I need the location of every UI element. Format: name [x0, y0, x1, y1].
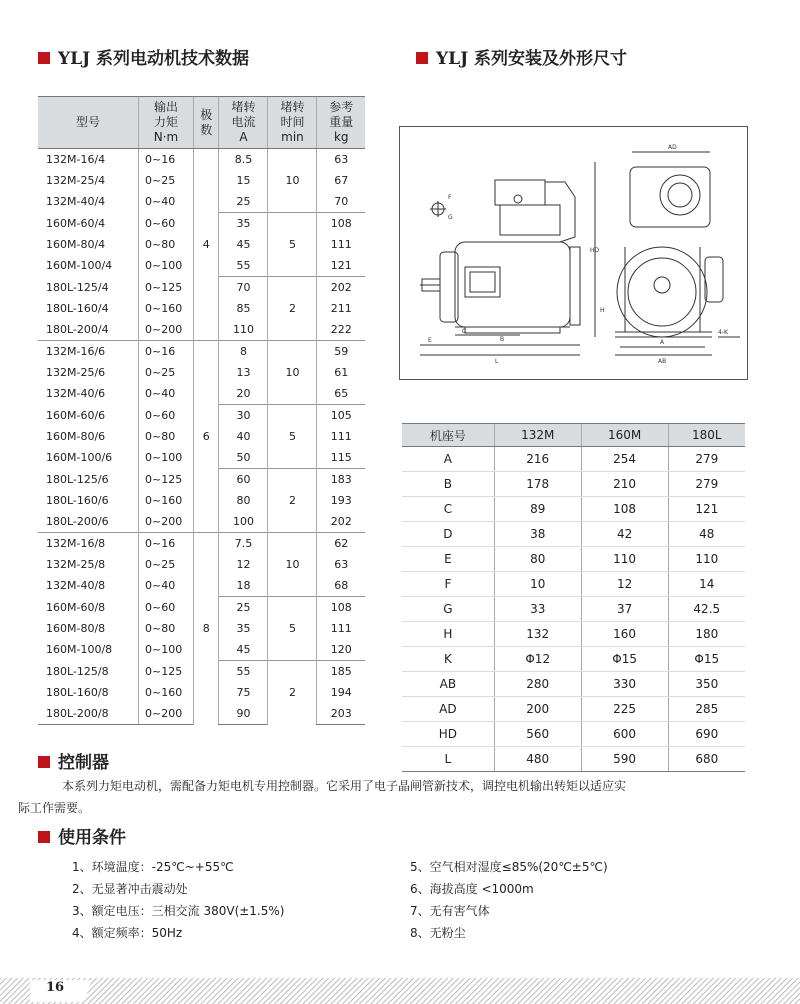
- dim-header-cell: 180L: [668, 424, 745, 447]
- weight-cell: 63: [317, 554, 365, 575]
- dim-cell: B: [402, 472, 494, 497]
- table-row: [402, 447, 745, 472]
- current-cell: 35: [219, 618, 268, 639]
- dim-cell: G: [402, 597, 494, 622]
- red-square-icon: [38, 831, 50, 843]
- weight-cell: 185: [317, 661, 365, 683]
- weight-cell: 194: [317, 682, 365, 703]
- current-cell: 45: [219, 639, 268, 661]
- weight-cell: 62: [317, 533, 365, 555]
- model-cell: 180L-200/6: [46, 515, 109, 528]
- label-g: G: [448, 214, 453, 221]
- dimension-table: [402, 423, 745, 772]
- condition-item-7: 7、无有害气体: [410, 904, 490, 918]
- weight-cell: 211: [317, 298, 365, 319]
- label-c: C: [462, 328, 467, 335]
- condition-item-6: 6、海拔高度 <1000m: [410, 882, 534, 896]
- model-cell: 132M-40/8: [46, 579, 106, 593]
- model-cell: 160M-60/8: [46, 600, 106, 614]
- label-e: E: [428, 337, 432, 344]
- torque-cell: 0~200: [139, 319, 194, 341]
- dim-cell: 108: [581, 497, 668, 522]
- dim-cell: C: [402, 497, 494, 522]
- torque-cell: 0~200: [139, 703, 194, 725]
- dim-cell: 680: [668, 747, 745, 772]
- weight-cell: 111: [317, 234, 365, 255]
- dim-cell: 279: [668, 447, 745, 472]
- dim-cell: 110: [668, 547, 745, 572]
- dim-cell: 12: [581, 572, 668, 597]
- dim-cell: 10: [494, 572, 581, 597]
- table-row: [402, 472, 745, 497]
- model-cell: 132M-40/6: [46, 387, 106, 401]
- label-b: B: [500, 336, 505, 343]
- table-row: [38, 533, 365, 555]
- model-cell: 180L-125/4: [46, 280, 109, 294]
- model-cell: 160M-80/4: [46, 238, 106, 251]
- dim-cell: L: [402, 747, 494, 772]
- dim-cell: 132: [494, 622, 581, 647]
- poles-cell: 4: [194, 149, 219, 341]
- spec-header-cell: 极 数: [194, 97, 219, 149]
- current-cell: 8: [219, 341, 268, 363]
- current-cell: 40: [219, 426, 268, 447]
- table-row: [402, 647, 745, 672]
- current-cell: 15: [219, 170, 268, 191]
- current-cell: 70: [219, 277, 268, 299]
- weight-cell: 202: [317, 511, 365, 533]
- torque-cell: 0~25: [139, 362, 194, 383]
- time-cell: 5: [268, 213, 317, 277]
- dim-cell: 48: [668, 522, 745, 547]
- dim-cell: 89: [494, 497, 581, 522]
- dim-cell: 216: [494, 447, 581, 472]
- dim-cell: 560: [494, 722, 581, 747]
- model-cell: 160M-100/6: [46, 451, 113, 465]
- dim-cell: F: [402, 572, 494, 597]
- table-row: [402, 497, 745, 522]
- model-cell: 180L-125/8: [46, 664, 109, 678]
- dim-cell: Φ15: [581, 647, 668, 672]
- conditions-title: 使用条件: [38, 823, 126, 848]
- current-cell: 8.5: [219, 149, 268, 171]
- model-cell: 180L-160/6: [46, 494, 109, 507]
- current-cell: 25: [219, 597, 268, 619]
- current-cell: 18: [219, 575, 268, 597]
- weight-cell: 63: [317, 149, 365, 171]
- time-cell: 10: [268, 533, 317, 597]
- dim-cell: 285: [668, 697, 745, 722]
- dim-header-cell: 160M: [581, 424, 668, 447]
- dim-cell: 690: [668, 722, 745, 747]
- torque-cell: 0~80: [139, 234, 194, 255]
- footer-stripe: [0, 978, 800, 1004]
- weight-cell: 108: [317, 213, 365, 235]
- torque-cell: 0~16: [139, 533, 194, 555]
- weight-cell: 183: [317, 469, 365, 491]
- dim-cell: Φ12: [494, 647, 581, 672]
- weight-cell: 120: [317, 639, 365, 661]
- torque-cell: 0~40: [139, 383, 194, 405]
- dim-cell: 178: [494, 472, 581, 497]
- model-cell: 180L-160/4: [46, 302, 109, 315]
- dim-cell: 330: [581, 672, 668, 697]
- dim-cell: E: [402, 547, 494, 572]
- spec-header-cell: 堵转 电流 A: [219, 97, 268, 149]
- current-cell: 12: [219, 554, 268, 575]
- label-k: 4-K: [718, 329, 728, 336]
- model-cell: 160M-60/4: [46, 216, 106, 230]
- torque-cell: 0~100: [139, 255, 194, 277]
- dim-cell: 350: [668, 672, 745, 697]
- dim-cell: D: [402, 522, 494, 547]
- table-row: [402, 622, 745, 647]
- dim-cell: 160: [581, 622, 668, 647]
- dim-cell: 33: [494, 597, 581, 622]
- current-cell: 7.5: [219, 533, 268, 555]
- time-cell: 2: [268, 277, 317, 341]
- torque-cell: 0~80: [139, 426, 194, 447]
- model-cell: 160M-60/6: [46, 408, 106, 422]
- model-cell: 180L-160/8: [46, 686, 109, 699]
- dim-cell: 480: [494, 747, 581, 772]
- torque-cell: 0~100: [139, 447, 194, 469]
- model-cell: 132M-25/6: [46, 366, 106, 379]
- dim-header-cell: 机座号: [402, 424, 494, 447]
- current-cell: 85: [219, 298, 268, 319]
- torque-cell: 0~125: [139, 661, 194, 683]
- poles-cell: 8: [194, 533, 219, 725]
- model-cell: 160M-80/6: [46, 430, 106, 443]
- controller-title: 控制器: [38, 748, 109, 773]
- weight-cell: 70: [317, 191, 365, 213]
- torque-cell: 0~160: [139, 682, 194, 703]
- motor-outline-drawing: [400, 127, 747, 379]
- current-cell: 30: [219, 405, 268, 427]
- time-cell: 10: [268, 341, 317, 405]
- torque-cell: 0~25: [139, 170, 194, 191]
- dim-cell: 42: [581, 522, 668, 547]
- table-row: [402, 722, 745, 747]
- torque-cell: 0~16: [139, 341, 194, 363]
- model-cell: 132M-16/8: [38, 533, 139, 555]
- torque-cell: 0~200: [139, 511, 194, 533]
- time-cell: 5: [268, 405, 317, 469]
- label-l: L: [495, 358, 499, 365]
- weight-cell: 68: [317, 575, 365, 597]
- dim-cell: 121: [668, 497, 745, 522]
- spec-header-cell: 输出 力矩 N·m: [139, 97, 194, 149]
- current-cell: 35: [219, 213, 268, 235]
- dim-header-row: [402, 424, 745, 447]
- spec-header-cell: 参考 重量 kg: [317, 97, 365, 149]
- spec-table: [38, 96, 365, 725]
- condition-item-2: 2、无显著冲击震动处: [72, 882, 188, 896]
- label-a: A: [660, 339, 665, 346]
- model-cell: 132M-16/4: [38, 149, 139, 171]
- weight-cell: 203: [317, 703, 365, 725]
- dim-cell: AD: [402, 697, 494, 722]
- installation-drawing: [399, 126, 748, 380]
- current-cell: 100: [219, 511, 268, 533]
- weight-cell: 193: [317, 490, 365, 511]
- controller-description: 本系列力矩电动机，需配备力矩电机专用控制器。它采用了电子晶闸管新技术，调控电机输出转矩以适应实 际工作需要。: [18, 779, 627, 815]
- model-cell: 132M-25/4: [46, 174, 106, 187]
- torque-cell: 0~40: [139, 191, 194, 213]
- label-ab: AB: [658, 358, 667, 365]
- time-cell: 2: [268, 661, 317, 725]
- dim-cell: 180: [668, 622, 745, 647]
- current-cell: 20: [219, 383, 268, 405]
- torque-cell: 0~100: [139, 639, 194, 661]
- current-cell: 60: [219, 469, 268, 491]
- time-cell: 10: [268, 149, 317, 213]
- torque-cell: 0~40: [139, 575, 194, 597]
- label-ad: AD: [668, 144, 677, 151]
- model-cell: 132M-16/6: [38, 341, 139, 363]
- table-row: [402, 672, 745, 697]
- dim-header-cell: 132M: [494, 424, 581, 447]
- time-cell: 5: [268, 597, 317, 661]
- weight-cell: 115: [317, 447, 365, 469]
- weight-cell: 59: [317, 341, 365, 363]
- current-cell: 75: [219, 682, 268, 703]
- torque-cell: 0~60: [139, 405, 194, 427]
- model-cell: 180L-200/8: [38, 703, 139, 725]
- table-row: [402, 547, 745, 572]
- label-f: F: [448, 194, 452, 201]
- poles-cell: 6: [194, 341, 219, 533]
- table-row: [402, 747, 745, 772]
- weight-cell: 61: [317, 362, 365, 383]
- weight-cell: 202: [317, 277, 365, 299]
- weight-cell: 121: [317, 255, 365, 277]
- dim-cell: 42.5: [668, 597, 745, 622]
- dim-cell: AB: [402, 672, 494, 697]
- dim-cell: 280: [494, 672, 581, 697]
- torque-cell: 0~125: [139, 277, 194, 299]
- condition-item-5: 5、空气相对湿度≤85%(20℃±5℃): [410, 860, 608, 874]
- torque-cell: 0~60: [139, 213, 194, 235]
- weight-cell: 67: [317, 170, 365, 191]
- spec-header-cell: 型号: [38, 97, 139, 149]
- dim-cell: 14: [668, 572, 745, 597]
- dim-cell: 279: [668, 472, 745, 497]
- dim-cell: 590: [581, 747, 668, 772]
- label-hd: HD: [590, 247, 600, 254]
- current-cell: 90: [219, 703, 268, 725]
- current-cell: 25: [219, 191, 268, 213]
- weight-cell: 105: [317, 405, 365, 427]
- page-number: 16: [46, 980, 65, 995]
- current-cell: 45: [219, 234, 268, 255]
- weight-cell: 108: [317, 597, 365, 619]
- torque-cell: 0~80: [139, 618, 194, 639]
- dim-cell: HD: [402, 722, 494, 747]
- model-cell: 160M-100/4: [46, 259, 113, 273]
- condition-item-8: 8、无粉尘: [410, 926, 466, 940]
- model-cell: 132M-25/8: [46, 558, 106, 571]
- model-cell: 160M-80/8: [46, 622, 106, 635]
- torque-cell: 0~160: [139, 298, 194, 319]
- dim-cell: 37: [581, 597, 668, 622]
- dim-cell: A: [402, 447, 494, 472]
- tech-data-title: YLJ 系列电动机技术数据: [38, 44, 249, 69]
- table-row: [402, 522, 745, 547]
- dim-cell: 254: [581, 447, 668, 472]
- current-cell: 110: [219, 319, 268, 341]
- current-cell: 13: [219, 362, 268, 383]
- model-cell: 180L-125/6: [46, 472, 109, 486]
- table-row: [402, 697, 745, 722]
- red-square-icon: [416, 52, 428, 64]
- condition-item-1: 1、环境温度：-25℃~+55℃: [72, 860, 234, 874]
- torque-cell: 0~60: [139, 597, 194, 619]
- weight-cell: 111: [317, 426, 365, 447]
- condition-item-3: 3、额定电压：三相交流 380V(±1.5%): [72, 904, 285, 918]
- torque-cell: 0~160: [139, 490, 194, 511]
- dim-cell: 110: [581, 547, 668, 572]
- table-row: [38, 341, 365, 363]
- current-cell: 55: [219, 661, 268, 683]
- install-title: YLJ 系列安装及外形尺寸: [416, 44, 627, 69]
- condition-item-4: 4、额定频率：50Hz: [72, 926, 183, 940]
- model-cell: 132M-40/4: [46, 195, 106, 209]
- current-cell: 55: [219, 255, 268, 277]
- red-square-icon: [38, 52, 50, 64]
- table-row: [402, 597, 745, 622]
- model-cell: 160M-100/8: [46, 643, 113, 657]
- dim-cell: 38: [494, 522, 581, 547]
- spec-header-row: [38, 97, 365, 149]
- red-square-icon: [38, 756, 50, 768]
- dim-cell: 225: [581, 697, 668, 722]
- dim-cell: 80: [494, 547, 581, 572]
- dim-cell: 210: [581, 472, 668, 497]
- current-cell: 80: [219, 490, 268, 511]
- current-cell: 50: [219, 447, 268, 469]
- weight-cell: 222: [317, 319, 365, 341]
- time-cell: 2: [268, 469, 317, 533]
- dim-cell: K: [402, 647, 494, 672]
- dim-cell: 600: [581, 722, 668, 747]
- dim-cell: H: [402, 622, 494, 647]
- weight-cell: 65: [317, 383, 365, 405]
- table-row: [38, 149, 365, 171]
- table-row: [402, 572, 745, 597]
- torque-cell: 0~125: [139, 469, 194, 491]
- weight-cell: 111: [317, 618, 365, 639]
- label-h: H: [600, 307, 605, 314]
- dim-cell: Φ15: [668, 647, 745, 672]
- model-cell: 180L-200/4: [46, 323, 109, 336]
- torque-cell: 0~16: [139, 149, 194, 171]
- spec-header-cell: 堵转 时间 min: [268, 97, 317, 149]
- dim-cell: 200: [494, 697, 581, 722]
- torque-cell: 0~25: [139, 554, 194, 575]
